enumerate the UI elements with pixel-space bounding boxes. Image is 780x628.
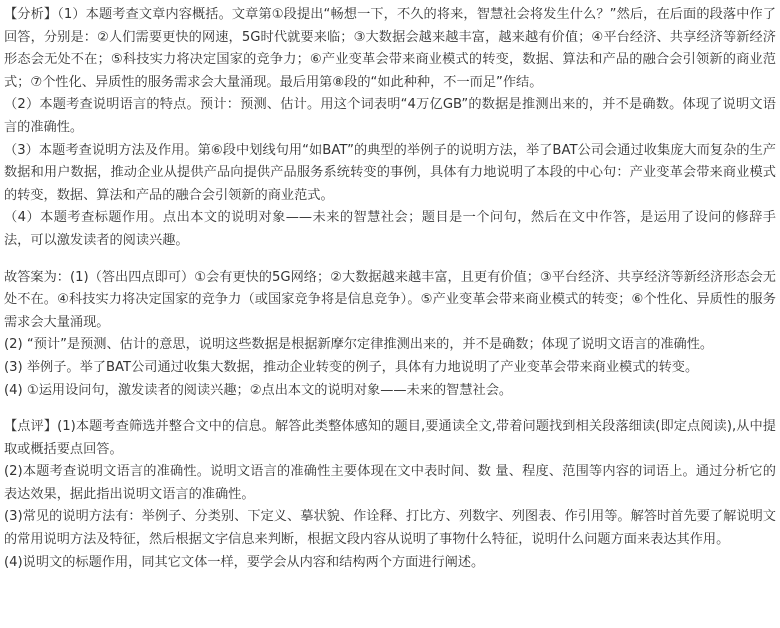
comment-paragraph-3: (3)常见的说明方法有：举例子、分类别、下定义、摹状貌、作诠释、打比方、列数字、列图表、作引用等。解答时首先要了解说明文的常用说明方法及特征，然后根据文字信息来判断，根据文段内容从说明了事物什么特征，说明什么问题方面来表达其作用。 xyxy=(4,509,776,548)
answer-paragraph-2: (2) “预计”是预测、估计的意思，说明这些数据是根据新摩尔定律推测出来的，并不是确数；体现了说明文语言的准确性。 xyxy=(4,337,714,353)
answer-paragraph-1: 故答案为：(1)（答出四点即可）①会有更快的5G网络；②大数据越来越丰富，且更有价值；③平台经济、共享经济等新经济形态会无处不在。④科技实力将决定国家的竞争力（或国家竞争将是信息竞争）。⑤产业变革会带来商业模式的转变；⑥个性化、异质性的服务需求会大量涌现。 xyxy=(4,269,776,330)
answer-paragraph-3: (3) 举例子。举了BAT公司通过收集大数据，推动企业转变的例子，具体有力地说明了产业变革会带来商业模式的转变。 xyxy=(4,359,699,375)
analysis-paragraph-3: （3）本题考查说明方法及作用。第⑥段中划线句用“如BAT”的典型的举例子的说明方法，举了BAT公司会通过收集庞大而复杂的生产数据和用户数据，推动企业从提供产品向提供产品服务系统转变的事例，具体有力地说明了本段的中心句：产业变革会带来商业模式的转变，数据、算法和产品的融合会引领新的商业范式。 xyxy=(4,142,776,203)
section-spacer xyxy=(4,402,776,416)
comment-section xyxy=(4,416,776,574)
analysis-section xyxy=(4,4,776,253)
comment-paragraph-2: (2)本题考查说明文语言的准确性。说明文语言的准确性主要体现在文中表时间、数 量、程度、范围等内容的词语上。通过分析它的表达效果，据此指出说明文语言的准确性。 xyxy=(4,464,776,502)
section-spacer xyxy=(4,253,776,267)
answer-paragraph-4: (4) ①运用设问句，激发读者的阅读兴趣；②点出本文的说明对象——未来的智慧社会。 xyxy=(4,382,513,398)
analysis-paragraph-1: 【分析】（1）本题考查文章内容概括。文章第①段提出“畅想一下，不久的将来，智慧社会将发生什么？”然后，在后面的段落中作了回答，分别是：②人们需要更快的网速，5G时代就要来临；③大数据会越来越丰富，越来越有价值；④平台经济、共享经济等新经济形态会无处不在；⑤科技实力将决定国家的竞争力；⑥产业变革会带来商业模式的转变，数据、算法和产品的融合会引领新的商业范式；⑦个性化、异质性的服务需求会大量涌现。最后用第⑧段的“如此种种，不一而足”作结。 xyxy=(4,7,776,90)
comment-paragraph-1: 【点评】(1)本题考查筛选并整合文中的信息。解答此类整体感知的题目,要通读全文,带着问题找到相关段落细读(即定点阅读),从中提取或概括要点回答。 xyxy=(4,419,776,457)
analysis-paragraph-4: （4）本题考查标题作用。点出本文的说明对象——未来的智慧社会；题目是一个问句，然后在文中作答，是运用了设问的修辞手法，可以激发读者的阅读兴趣。 xyxy=(4,210,776,248)
analysis-paragraph-2: （2）本题考查说明语言的特点。预计：预测、估计。用这个词表明“4万亿GB”的数据是推测出来的，并不是确数。体现了说明文语言的准确性。 xyxy=(4,97,776,135)
comment-paragraph-4: (4)说明文的标题作用，同其它文体一样，要学会从内容和结构两个方面进行阐述。 xyxy=(4,554,485,570)
answer-section xyxy=(4,267,776,403)
